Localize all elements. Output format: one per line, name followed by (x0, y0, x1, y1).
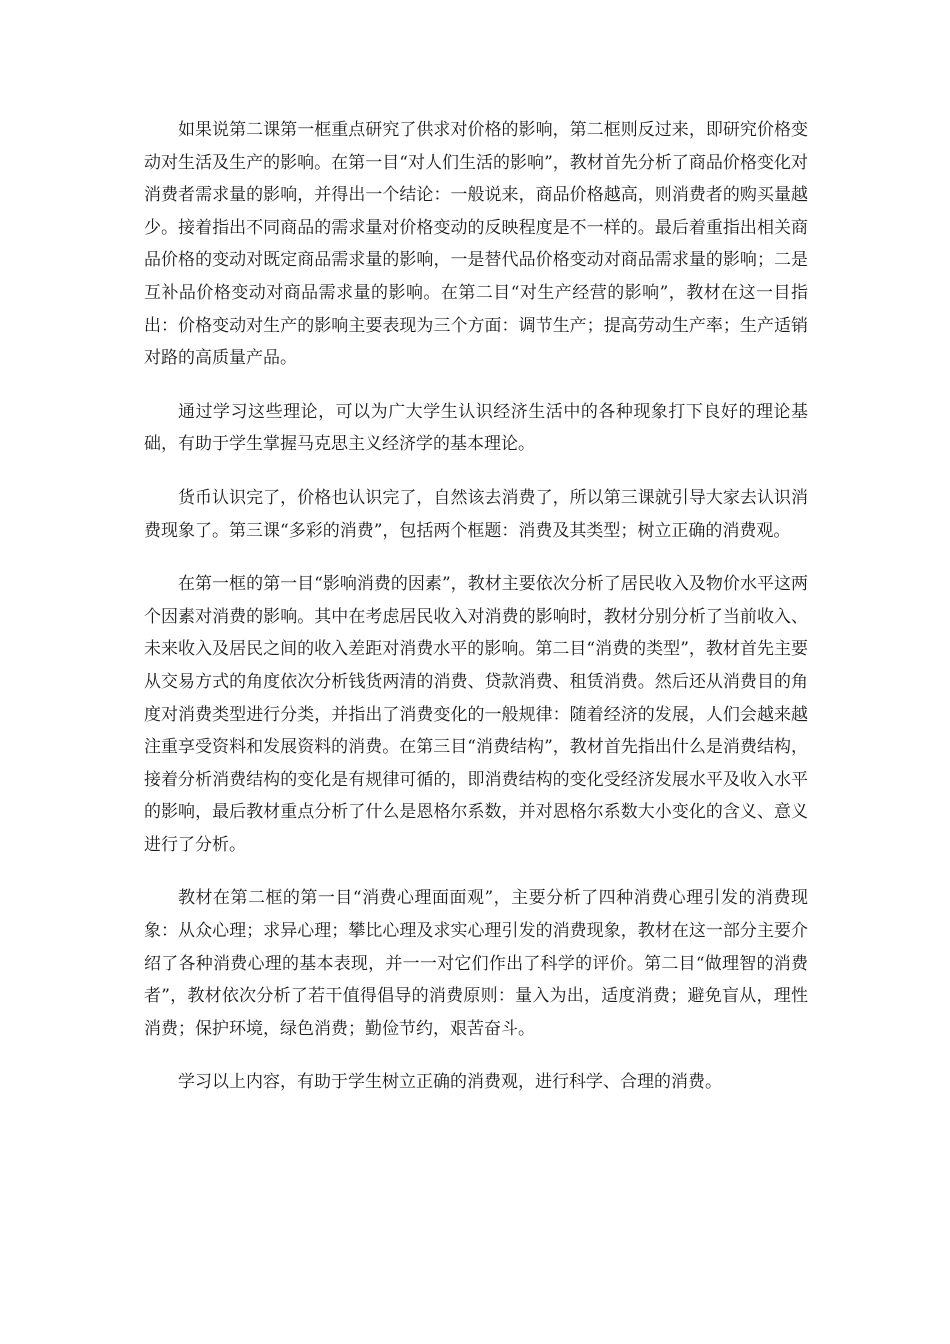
paragraph-consumption-factors: 在第一框的第一目“影响消费的因素”，教材主要依次分析了居民收入及物价水平这两个因素对消费的影响。其中在考虑居民收入对消费的影响时，教材分别分析了当前收入、未来收入及居民之间的收入差距对消费水平的影响。第二目“消费的类型”，教材首先主要从交易方式的角度依次分析钱货两清的消费、贷款消费、租赁消费。然后还从消费目的角度对消费类型进行分类，并指出了消费变化的一般规律：随着经济的发展，人们会越来越注重享受资料和发展资料的消费。在第三目“消费结构”，教材首先指出什么是消费结构，接着分析消费结构的变化是有规律可循的，即消费结构的变化受经济发展水平及收入水平的影响，最后教材重点分析了什么是恩格尔系数，并对恩格尔系数大小变化的含义、意义进行了分析。 (144, 574, 808, 855)
paragraph-consumer-psychology: 教材在第二框的第一目“消费心理面面观”，主要分析了四种消费心理引发的消费现象：从众心理；求异心理；攀比心理及求实心理引发的消费现象，教材在这一部分主要介绍了各种消费心理的基本表现，并一一对它们作出了科学的评价。第二目“做理智的消费者”，教材依次分析了若干值得倡导的消费原则：量入为出，适度消费；避免盲从，理性消费；保护环境，绿色消费；勤俭节约，艰苦奋斗。 (144, 888, 808, 1039)
paragraph-lesson-three-intro: 货币认识完了，价格也认识完了，自然该去消费了，所以第三课就引导大家去认识消费现象了。第三课“多彩的消费”，包括两个框题：消费及其类型；树立正确的消费观。 (144, 487, 808, 541)
paragraph-learning-value: 通过学习这些理论，可以为广大学生认识经济生活中的各种现象打下良好的理论基础，有助于学生掌握马克思主义经济学的基本理论。 (144, 401, 808, 455)
document-body (144, 114, 808, 1120)
paragraph-conclusion: 学习以上内容，有助于学生树立正确的消费观，进行科学、合理的消费。 (178, 1072, 722, 1093)
paragraph-price-effects: 如果说第二课第一框重点研究了供求对价格的影响，第二框则反过来，即研究价格变动对生活及生产的影响。在第一目“对人们生活的影响”，教材首先分析了商品价格变化对消费者需求量的影响，并得出一个结论：一般说来，商品价格越高，则消费者的购买量越少。接着指出不同商品的需求量对价格变动的反映程度是不一样的。最后着重指出相关商品价格的变动对既定商品需求量的影响，一是替代品价格变动对商品需求量的影响；二是互补品价格变动对商品需求量的影响。在第二目“对生产经营的影响”，教材在这一目指出：价格变动对生产的影响主要表现为三个方面：调节生产；提高劳动生产率；生产适销对路的高质量产品。 (144, 120, 808, 369)
